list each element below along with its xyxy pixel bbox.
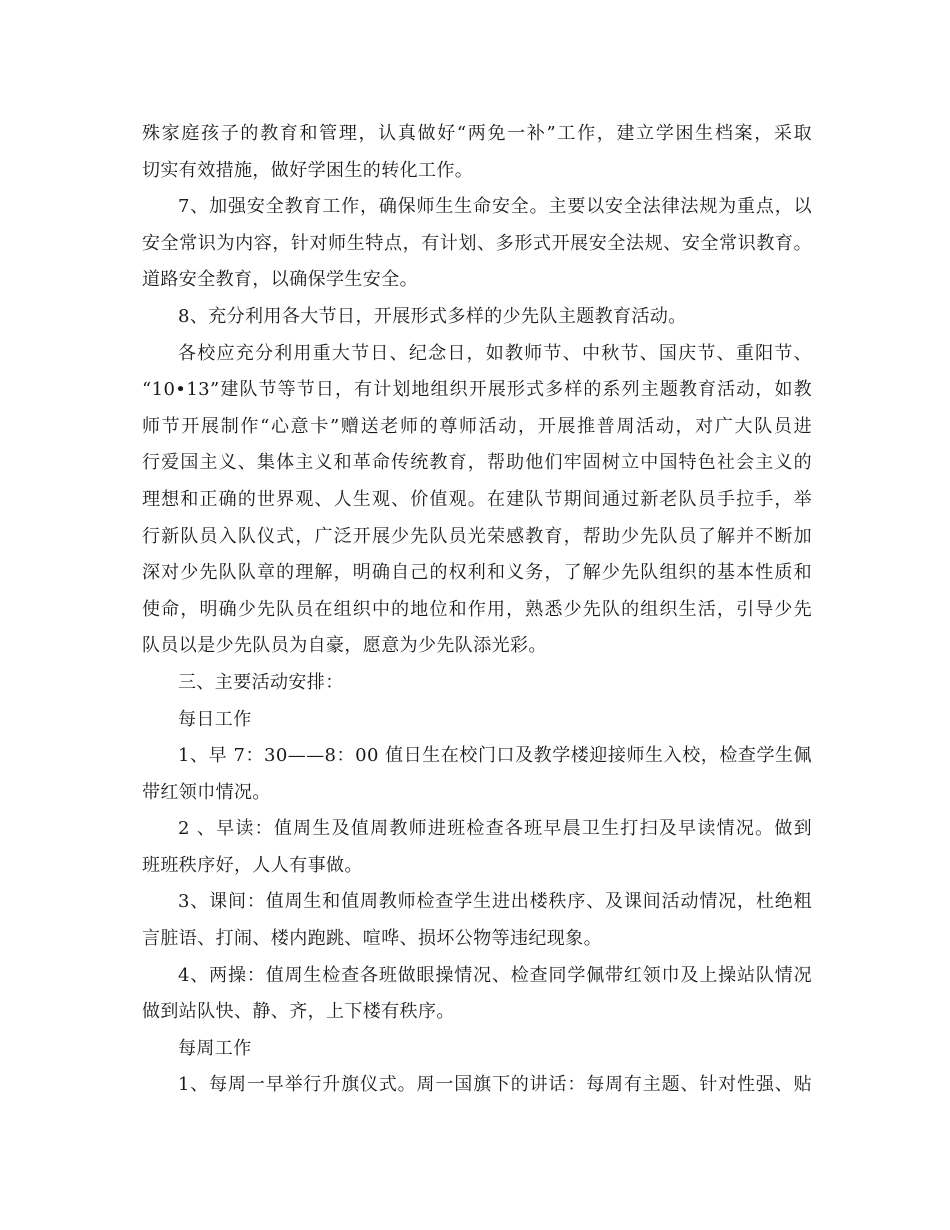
text-line: 4、两操：值周生检查各班做眼操情况、检查同学佩带红领巾及上操站队情况 <box>178 964 812 986</box>
text-line: 使命，明确少先队员在组织中的地位和作用，熟悉少先队的组织生活，引导少先 <box>142 598 812 620</box>
text-line: 班班秩序好，人人有事做。 <box>142 854 363 876</box>
text-line: 8、充分利用各大节日，开展形式多样的少先队主题教育活动。 <box>178 305 687 327</box>
text-line: 1、早 7：30——8：00 值日生在校门口及教学楼迎接师生入校，检查学生佩 <box>178 745 812 767</box>
text-line: 深对少先队队章的理解，明确自己的权利和义务，了解少先队组织的基本性质和 <box>142 562 812 584</box>
text-line: 做到站队快、静、齐，上下楼有秩序。 <box>142 1001 455 1023</box>
text-line: 队员以是少先队员为自豪，愿意为少先队添光彩。 <box>142 635 547 657</box>
document-body <box>142 116 812 1104</box>
text-line: 切实有效措施，做好学困生的转化工作。 <box>142 159 474 181</box>
text-line: 每日工作 <box>178 708 252 730</box>
text-line: 2 、早读：值周生及值周教师进班检查各班早晨卫生打扫及早读情况。做到 <box>178 818 812 840</box>
text-line: 行爱国主义、集体主义和革命传统教育，帮助他们牢固树立中国特色社会主义的 <box>142 452 812 474</box>
text-line: 每周工作 <box>178 1037 252 1059</box>
text-line: 安全常识为内容，针对师生特点，有计划、多形式开展安全法规、安全常识教育。 <box>142 232 812 254</box>
text-line: 1、每周一早举行升旗仪式。周一国旗下的讲话：每周有主题、针对性强、贴 <box>178 1074 812 1096</box>
text-line: “10•13”建队节等节日，有计划地组织开展形式多样的系列主题教育活动，如教 <box>142 379 812 401</box>
text-line: 行新队员入队仪式，广泛开展少先队员光荣感教育，帮助少先队员了解并不断加 <box>142 525 812 547</box>
text-line: 师节开展制作“心意卡”赠送老师的尊师活动，开展推普周活动，对广大队员进 <box>142 415 812 437</box>
text-line: 7、加强安全教育工作，确保师生生命安全。主要以安全法律法规为重点，以 <box>178 196 812 218</box>
text-line: 殊家庭孩子的教育和管理，认真做好“两免一补”工作，建立学困生档案，采取 <box>142 123 812 144</box>
text-line: 道路安全教育，以确保学生安全。 <box>142 269 418 291</box>
text-line: 三、主要活动安排： <box>178 671 344 693</box>
text-line: 理想和正确的世界观、人生观、价值观。在建队节期间通过新老队员手拉手，举 <box>142 488 812 510</box>
text-line: 言脏语、打闹、楼内跑跳、喧哗、损坏公物等违纪现象。 <box>142 928 602 950</box>
text-line: 各校应充分利用重大节日、纪念日，如教师节、中秋节、国庆节、重阳节、 <box>178 342 812 364</box>
text-line: 3、课间：值周生和值周教师检查学生进出楼秩序、及课间活动情况，杜绝粗 <box>178 891 812 913</box>
text-line: 带红领巾情况。 <box>142 781 271 803</box>
